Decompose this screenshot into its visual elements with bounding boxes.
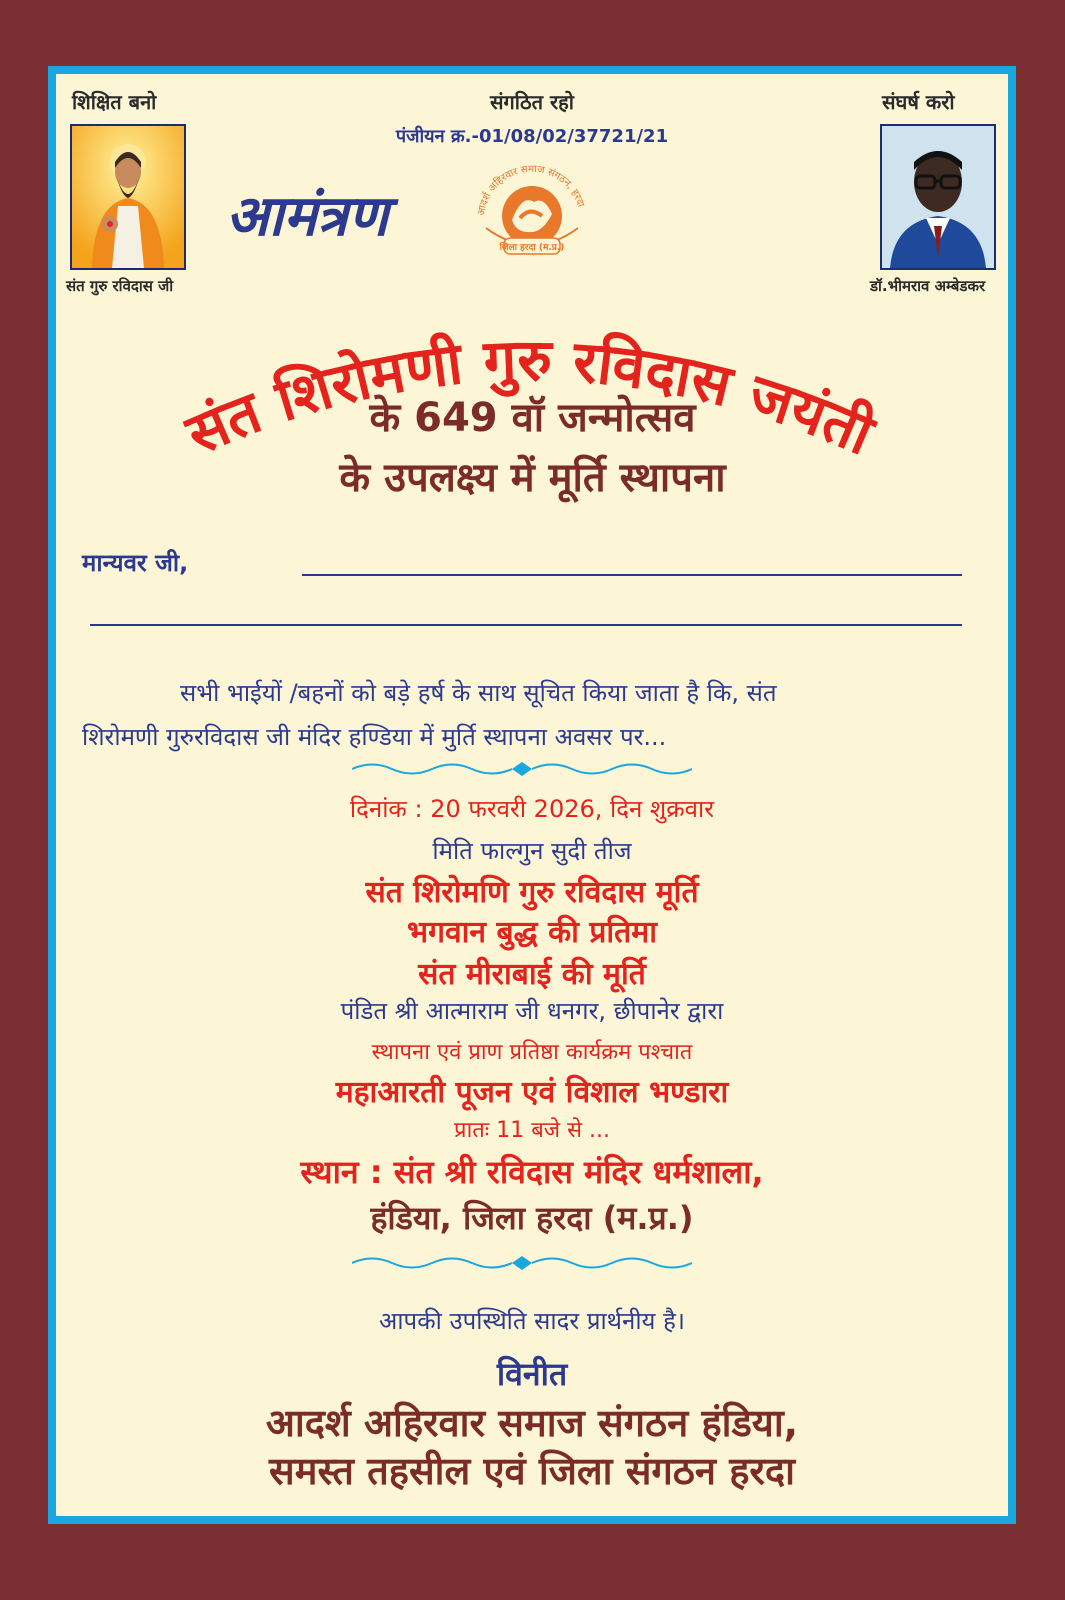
slogan-center: संगठित रहो — [490, 90, 574, 114]
event-item3: संत मीराबाई की मूर्ति — [418, 957, 646, 992]
caption-left: संत गुरु रविदास जी — [66, 277, 174, 295]
ornamental-divider — [352, 760, 692, 778]
organization-line2: समस्त तहसील एवं जिला संगठन हरदा — [269, 1449, 795, 1493]
closing-request: आपकी उपस्थिति सादर प्रार्थनीय है। — [379, 1307, 685, 1335]
intro-line2: शिरोमणी गुरुरविदास जी मंदिर हण्डिया में मुर्ति स्थापना अवसर पर... — [82, 723, 667, 751]
ornamental-divider — [352, 1254, 692, 1272]
title-line1: के 649 वॉ जन्मोत्सव — [369, 395, 696, 441]
salutation: मान्यवर जी, — [82, 549, 189, 577]
organization-logo — [472, 158, 592, 262]
ambedkar-portrait — [880, 124, 996, 270]
organization-line1: आदर्श अहिरवार समाज संगठन हंडिया, — [265, 1401, 799, 1445]
event-venue1: स्थान : संत श्री रविदास मंदिर धर्मशाला, — [300, 1153, 764, 1191]
logo-text-bottom: जिला हरदा (म.प्र.) — [499, 243, 565, 253]
name-line-2 — [90, 624, 962, 626]
closing-vinit: विनीत — [496, 1355, 568, 1393]
caption-right: डॉ.भीमराव अम्बेडकर — [870, 277, 986, 295]
event-item2: भगवान बुद्ध की प्रतिमा — [407, 915, 657, 950]
title-arc-text: संत शिरोमणी गुरु रविदास जयंती — [176, 325, 884, 469]
event-program: स्थापना एवं प्राण प्रतिष्ठा कार्यक्रम पश्चात — [371, 1040, 693, 1065]
event-tithi: मिति फाल्गुन सुदी तीज — [432, 837, 632, 865]
title-line2: के उपलक्ष्य में मूर्ति स्थापना — [339, 455, 726, 501]
slogan-left: शिक्षित बनो — [72, 90, 157, 114]
slogan-right: संघर्ष करो — [882, 90, 955, 114]
event-by: पंडित श्री आत्माराम जी धनगर, छीपानेर द्वारा — [340, 997, 724, 1025]
invitation-word: आमंत्रण — [226, 183, 389, 249]
registration-number: पंजीयन क्र.-01/08/02/37721/21 — [395, 126, 669, 147]
event-date: दिनांक : 20 फरवरी 2026, दिन शुक्रवार — [349, 795, 715, 823]
intro-line1: सभी भाईयों /बहनों को बड़े हर्ष के साथ सूचित किया जाता है कि, संत — [180, 679, 777, 707]
logo-text-top: आदर्श अहिरवार समाज संगठन, हरदा — [476, 163, 587, 217]
event-venue2: हंडिया, जिला हरदा (म.प्र.) — [370, 1199, 694, 1237]
event-time: प्रातः 11 बजे से ... — [454, 1118, 610, 1143]
event-item1: संत शिरोमणि गुरु रविदास मूर्ति — [365, 875, 699, 910]
guru-ravidas-portrait — [70, 124, 186, 270]
event-feast: महाआरती पूजन एवं विशाल भण्डारा — [335, 1075, 729, 1110]
name-line-1 — [302, 574, 962, 576]
